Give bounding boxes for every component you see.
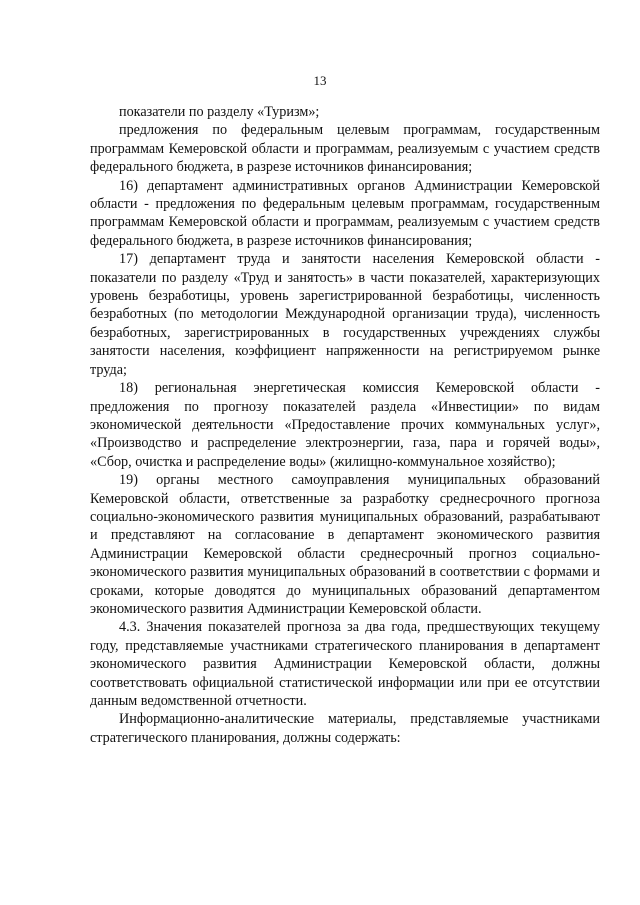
paragraph-item-19: 19) органы местного самоуправления муниципальных образований Кемеровской области, ответственные за разработку среднесрочного прогноза социально-экономического развития муниципальных образований, разрабатывают и представляют на согласование в департамент экономического развития Администрации Кемеровской области среднесрочный прогноз социально-экономического развития муниципальных образований в соответствии с формами и сроками, которые доводятся до муниципальных образований департаментом экономического развития Администрации Кемеровской области. xyxy=(90,472,600,617)
paragraph-tourism-indicators: показатели по разделу «Туризм»; xyxy=(119,104,320,120)
body-text xyxy=(90,103,600,747)
paragraph-item-17: 17) департамент труда и занятости населения Кемеровской области - показатели по разделу «Труд и занятость» в части показателей, характеризующих уровень безработицы, уровень зарегистрированной безработицы, численность безработных (по методологии Международной организации труда), численность безработных, зарегистрированных в государственных учреждениях службы занятости населения, коэффициент напряженности на регистрируемом рынке труда; xyxy=(90,251,600,378)
paragraph-item-16: 16) департамент административных органов Администрации Кемеровской области - предложения по федеральным целевым программам, государственным программам Кемеровской области и программам, реализуемым с участием средств федерального бюджета, в разрезе источников финансирования; xyxy=(90,177,600,249)
page-number: 13 xyxy=(313,73,327,88)
paragraph-program-proposals: предложения по федеральным целевым программам, государственным программам Кемеровской области и программам, реализуемым с участием средств федерального бюджета, в разрезе источников финансирования; xyxy=(90,122,600,176)
paragraph-section-4-3: 4.3. Значения показателей прогноза за два года, предшествующих текущему году, представляемые участниками стратегического планирования в департамент экономического развития Администрации Кемеровской области, должны соответствовать официальной статистической информации или при ее отсутствии данным ведомственной отчетности. xyxy=(90,619,600,709)
paragraph-analytical-materials: Информационно-аналитические материалы, представляемые участниками стратегического планирования, должны содержать: xyxy=(90,711,600,746)
paragraph-item-18: 18) региональная энергетическая комиссия Кемеровской области - предложения по прогнозу показателей раздела «Инвестиции» по видам экономической деятельности «Предоставление прочих коммунальных услуг», «Производство и распределение электроэнергии, газа, пара и горячей воды», «Сбор, очистка и распределение воды» (жилищно-коммунальное хозяйство); xyxy=(90,380,600,470)
